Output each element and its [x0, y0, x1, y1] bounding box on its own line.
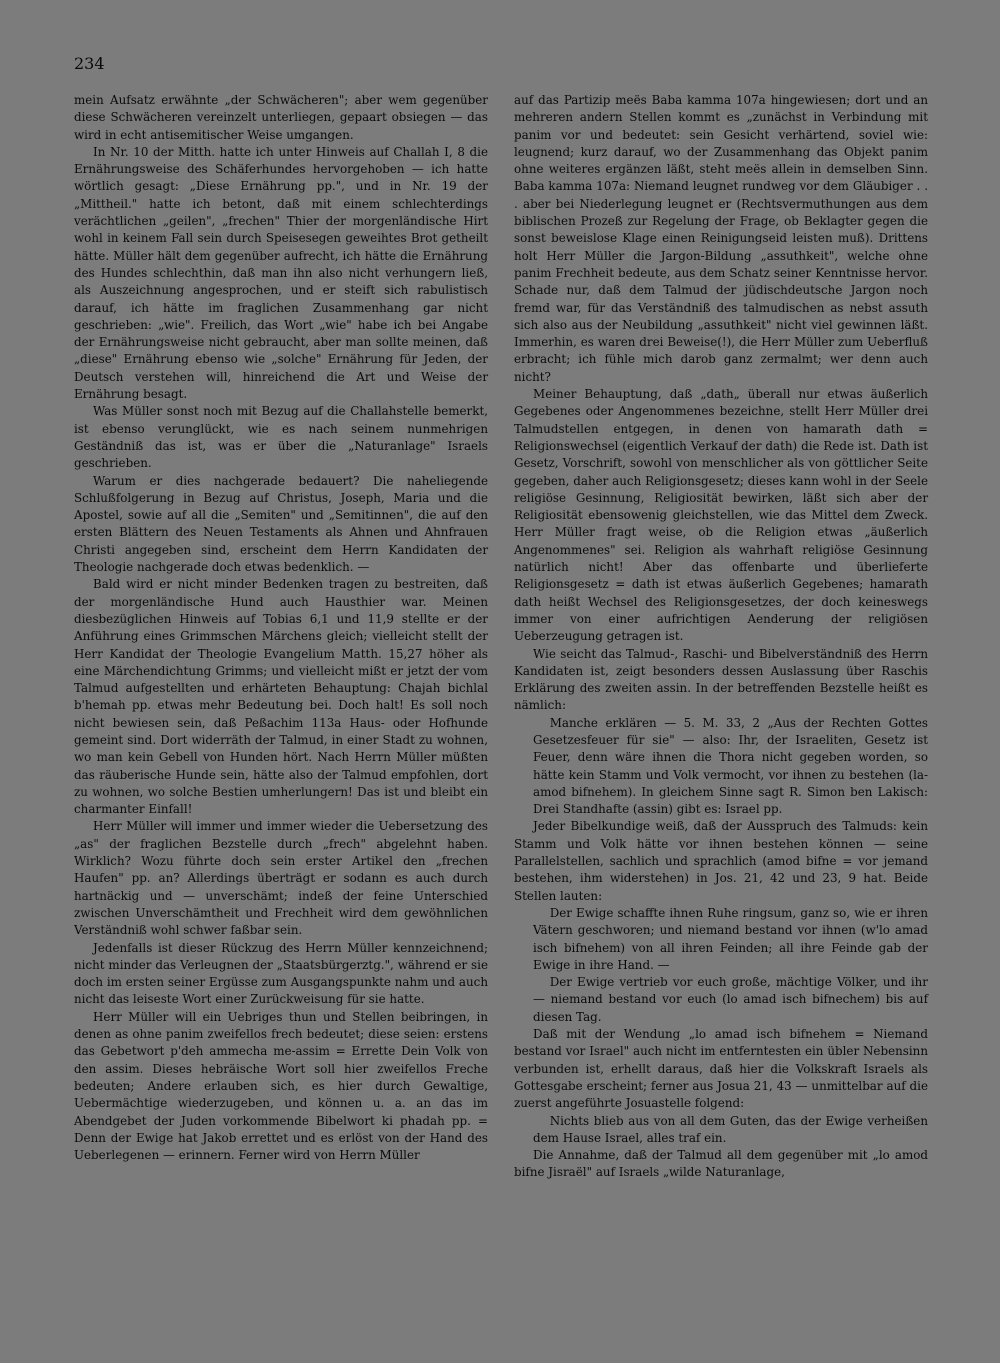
- paragraph: mein Aufsatz erwähnte „der Schwächeren"; aber wem gegenüber diese Schwächeren vereinzelt unterliegen, gepaart obsiegen — das wird in echt antisemitischer Weise umgangen.: [74, 93, 488, 142]
- paragraph: Wie seicht das Talmud-, Raschi- und Bibelverständniß des Herrn Kandidaten ist, zeigt besonders dessen Auslassung über Raschis Erklärung des zweiten assin. In der betreffenden Bezstelle heißt es nämlich:: [514, 646, 928, 713]
- paragraph: In Nr. 10 der Mitth. hatte ich unter Hinweis auf Challah I, 8 die Ernährungsweise des Schäferhundes hervorgehoben — ich hatte wörtlich gesagt: „Diese Ernährung pp.", und in Nr. 19 der „Mittheil." hatte ich betont, daß mit einem schlechterdings verächtlichen „geilen", „frechen" Thier der morgenländische Hirt wohl in keinem Fall sein durch Speisesegen geweihtes Brot getheilt hätte. Müller hält dem gegenüber aufrecht, ich hätte die Ernährung des Hundes schlechthin, daß man ihn also nicht verhungern ließ, als Auszeichnung angesprochen, und er steift sich rabulistisch darauf, ich hätte im fraglichen Zusammenhang gar nicht geschrieben: „wie". Freilich, das Wort „wie" habe ich bei Angabe der Ernährungsweise nicht gebraucht, aber man sollte meinen, daß „diese" Ernährung ebenso wie „solche" Ernährung für Jeden, der Deutsch verstehen will, hinreichend die Art und Weise der Ernährung besagt.: [74, 144, 488, 402]
- paragraph: Herr Müller will immer und immer wieder die Uebersetzung des „as" der fraglichen Bezstelle durch „frech" abgelehnt haben. Wirklich? Wozu führte doch sein erster Artikel den „frechen Haufen" pp. an? Allerdings überträgt er sodann es auch durch hartnäckig und — unverschämt; indeß der feine Unterschied zwischen Unverschämtheit und Frechheit wird dem gewöhnlichen Verständniß wohl schwer faßbar sein.: [74, 819, 488, 938]
- left-column: [74, 92, 488, 1164]
- paragraph: Was Müller sonst noch mit Bezug auf die Challahstelle bemerkt, ist ebenso verunglückt, wie es nach seinem nunmehrigen Geständniß das ist, was er über die „Naturanlage" Israels geschrieben.: [74, 404, 488, 471]
- block-quote: Der Ewige vertrieb vor euch große, mächtige Völker, und ihr — niemand bestand vor euch (lo amad isch bifnechem) bis auf diesen Tag.: [533, 975, 928, 1024]
- paragraph: Warum er dies nachgerade bedauert? Die naheliegende Schlußfolgerung in Bezug auf Christus, Joseph, Maria und die Apostel, sowie auf all die „Semiten" und „Semitinnen", die auf den ersten Blättern des Neuen Testaments als Ahnen und Ahnfrauen Christi angegeben sind, erscheint dem Herrn Kandidaten der Theologie nachgerade doch etwas bedenklich. —: [74, 473, 488, 575]
- paragraph: Daß mit der Wendung „lo amad isch bifnehem = Niemand bestand vor Israel" auch nicht im entferntesten ein übler Nebensinn verbunden ist, erhellt daraus, daß hier die Volkskraft Israels als Gottesgabe erscheint; ferner aus Josua 21, 43 — unmittelbar auf die zuerst angeführte Josuastelle folgend:: [514, 1027, 928, 1111]
- paragraph: Die Annahme, daß der Talmud all dem gegenüber mit „lo amod bifne Jisraël" auf Israels „wilde Naturanlage,: [514, 1148, 928, 1180]
- page-number: 234: [74, 54, 105, 73]
- paragraph: Meiner Behauptung, daß „dath„ überall nur etwas äußerlich Gegebenes oder Angenommenes bezeichne, stellt Herr Müller drei Talmudstellen entgegen, in denen von hamarath dath = Religionswechsel (eigentlich Verkauf der dath) die Rede ist. Dath ist Gesetz, Vorschrift, sowohl von menschlicher als von göttlicher Seite gegeben, daher auch Religionsgesetz; dieses kann wohl in der Seele religiöse Gesinnung, Religiosität bewirken, läßt sich aber der Religiosität ebensowenig gleichstellen, wie das Mittel dem Zweck. Herr Müller fragt weise, ob die Religion etwas „äußerlich Angenommenes" sei. Religion als wahrhaft religiöse Gesinnung natürlich nicht! Aber das offenbarte und überlieferte Religionsgesetz = dath ist etwas äußerlich Gegebenes; hamarath dath heißt Wechsel des Religionsgesetzes, der doch keineswegs immer von einer aufrichtigen Aenderung der religiösen Ueberzeugung getragen ist.: [514, 387, 928, 644]
- paragraph: Bald wird er nicht minder Bedenken tragen zu bestreiten, daß der morgenländische Hund auch Hausthier war. Meinen diesbezüglichen Hinweis auf Tobias 6,1 und 11,9 stellte er der Anführung eines Grimmschen Märchens gleich; vielleicht stellt der Herr Kandidat der Theologie Evangelium Matth. 15,27 höher als eine Märchendichtung Grimms; und vielleicht mißt er jetzt der vom Talmud aufgestellten und erhärteten Behauptung: Chajah bichlal b'hemah pp. etwas mehr Bedeutung bei. Doch halt! Es soll noch nicht bewiesen sein, daß Peßachim 113a Haus- oder Hofhunde gemeint sind. Dort widerräth der Talmud, in einer Stadt zu wohnen, wo man kein Gebell von Hunden hört. Nach Herrn Müller müßten das räuberische Hunde sein, hätte also der Talmud empfohlen, dort zu wohnen, wo solche Bestien umherlungern! Das ist und bleibt ein charmanter Einfall!: [74, 577, 488, 817]
- block-quote: Manche erklären — 5. M. 33, 2 „Aus der Rechten Gottes Gesetzesfeuer für sie" — also: Ihr, der Israeliten, Gesetz ist Feuer, denn wäre ihnen die Thora nicht gegeben worden, so hätte kein Stamm und Volk vermocht, vor ihnen zu bestehen (la-amod bifnehem). In gleichem Sinne sagt R. Simon ben Lakisch: Drei Standhafte (assin) gibt es: Israel pp.: [533, 715, 928, 817]
- block-quote: Der Ewige schaffte ihnen Ruhe ringsum, ganz so, wie er ihren Vätern geschworen; und niemand bestand vor ihnen (w'lo amad isch bifnehem) von all ihren Feinden; all ihre Feinde gab der Ewige in ihre Hand. —: [533, 905, 928, 972]
- block-quote: Nichts blieb aus von all dem Guten, das der Ewige verheißen dem Hause Israel, alles traf ein.: [533, 1113, 928, 1145]
- paragraph: Herr Müller will ein Uebriges thun und Stellen beibringen, in denen as ohne panim zweifellos frech bedeutet; diese seien: erstens das Gebetwort p'deh ammecha me-assim = Errette Dein Volk von den assim. Dieses hebräische Wort soll hier zweifellos Freche bedeuten; Andere erlauben sich, es hier durch Gewaltige, Uebermächtige wiederzugeben, und können u. a. an das im Abendgebet der Juden vorkommende Bibelwort ki phadah pp. = Denn der Ewige hat Jakob errettet und es erlöst von der Hand des Ueberlegenen — erinnern. Ferner wird von Herrn Müller: [74, 1009, 488, 1163]
- paragraph: auf das Partizip meës Baba kamma 107a hingewiesen; dort und an mehreren andern Stellen kommt es „zunächst in Verbindung mit panim vor und bedeutet: sein Gesicht verhärtend, soviel wie: leugnend; kurz darauf, wo der Zusammenhang das Objekt panim ohne weiteres ergänzen läßt, steht meës allein in demselben Sinn. Baba kamma 107a: Niemand leugnet rundweg vor dem Gläubiger . . . aber bei Niederlegung leugnet er (Rechtsvermuthungen aus dem biblischen Prozeß zur Regelung der Frage, ob Beklagter gegen die sonst beweislose Klage einen Reinigungseid leisten muß). Drittens holt Herr Müller die Jargon-Bildung „assuthkeit", welche ohne panim Frechheit bedeute, aus dem Schatz seiner Kenntnisse hervor. Schade nur, daß dem Talmud der jüdischdeutsche Jargon noch fremd war, für das Verständniß des talmudischen as nebst assuth sich also aus der Neubildung „assuthkeit" nicht viel gewinnen läßt. Immerhin, es waren drei Beweise(!), die Herr Müller zum Ueberfluß erbracht; ich fühle mich darob ganz zermalmt; wer denn auch nicht?: [514, 93, 928, 384]
- paragraph: Jedenfalls ist dieser Rückzug des Herrn Müller kennzeichnend; nicht minder das Verleugnen der „Staatsbürgerztg.", während er sie doch im ersten seiner Ergüsse zum Ausgangspunkte nahm und auch nicht das leiseste Wort einer Zurückweisung für sie hatte.: [74, 940, 488, 1007]
- right-column: [514, 92, 928, 1182]
- paragraph: Jeder Bibelkundige weiß, daß der Ausspruch des Talmuds: kein Stamm und Volk hätte vor ihnen bestehen können — seine Parallelstellen, sachlich und sprachlich (amod bifne = vor jemand bestehen, ihm widerstehen) in Jos. 21, 42 und 23, 9 hat. Beide Stellen lauten:: [514, 819, 928, 903]
